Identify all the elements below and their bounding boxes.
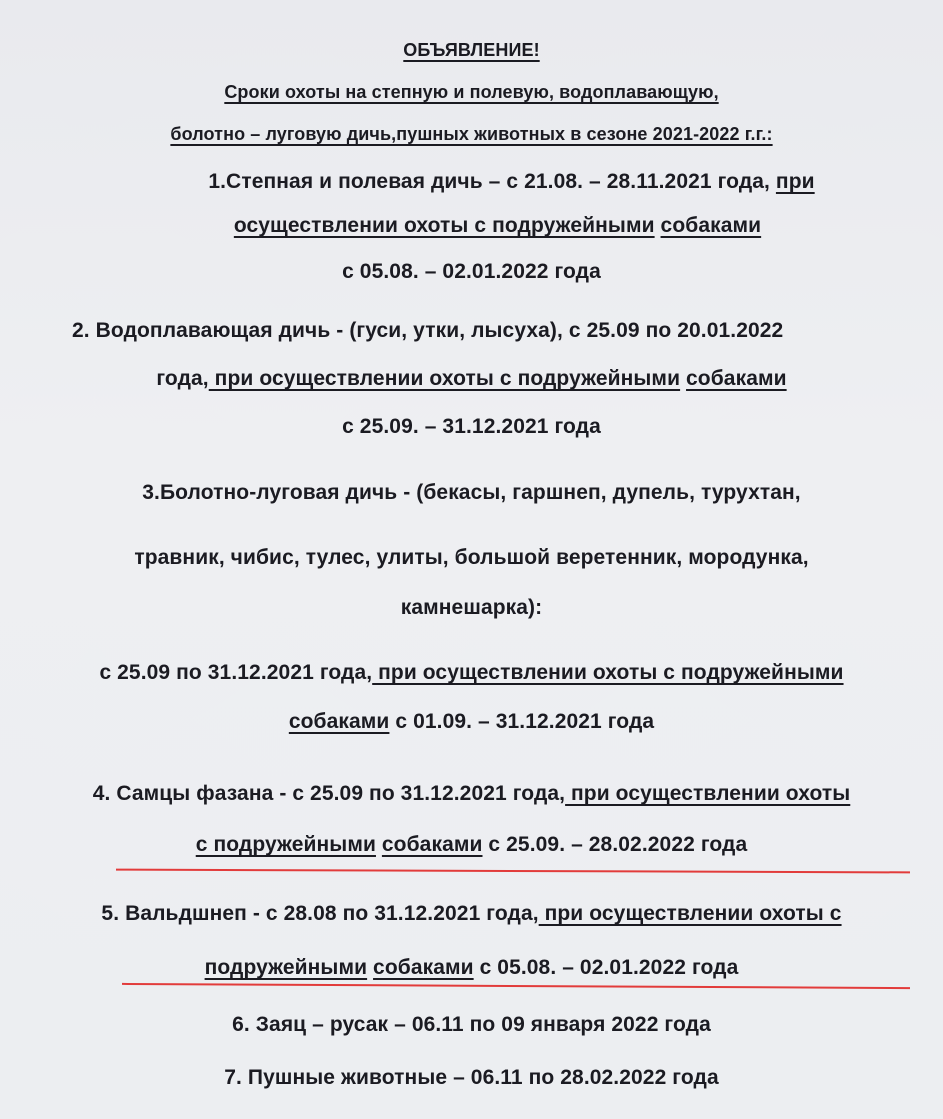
item6-line: [0, 1013, 943, 1037]
item5-line1: [0, 902, 943, 926]
announcement-heading: [0, 40, 943, 61]
item7-line: [0, 1066, 943, 1090]
item3-line5: [0, 710, 943, 734]
item5-underlined-a: подружейными: [204, 956, 368, 979]
item4-underlined-b: собаками: [381, 833, 483, 856]
item4-line1: [0, 782, 943, 806]
item4-text: 4. Самцы фазана - с 25.09 по 31.12.2021 года,: [92, 782, 566, 805]
item2-underlined-b: собаками: [686, 367, 787, 390]
item2-line2: [0, 367, 943, 391]
item1-line3: [0, 260, 943, 284]
item3-dogs-dates: с 01.09. – 31.12.2021 года: [389, 710, 655, 733]
item1-text: 1.Степная и полевая дичь – с 21.08. – 28.11.2021 года,: [208, 170, 776, 193]
item4-underlined-a: с подружейными: [195, 833, 376, 856]
item1-line2: [0, 214, 943, 238]
subtitle-text-2: болотно – луговую дичь,пушных животных в сезоне 2021-2022 г.г.:: [170, 124, 773, 144]
item3-underlined: при осуществлении охоты с подружейными: [372, 661, 844, 684]
item5-text: 5. Вальдшнеп - с 28.08 по 31.12.2021 года,: [101, 902, 539, 925]
item4-line2: [0, 833, 943, 857]
subtitle-line-1: [0, 82, 943, 103]
item2-underlined-a: при осуществлении охоты с подружейными: [208, 367, 681, 390]
item4-dogs-dates: с 25.09. – 28.02.2022 года: [482, 833, 748, 856]
item3-line4: [0, 661, 943, 685]
item3-text-2: травник, чибис, тулес, улиты, большой веретенник, мородунка,: [134, 546, 809, 569]
item1-line1: [0, 170, 943, 194]
item2-line1: [72, 319, 783, 343]
item2-dogs-dates: с 25.09. – 31.12.2021 года: [342, 415, 601, 438]
heading-text: ОБЪЯВЛЕНИЕ!: [403, 40, 540, 60]
item7-text: 7. Пушные животные – 06.11 по 28.02.2022 года: [224, 1066, 719, 1089]
red-underline-item4: [116, 869, 910, 874]
item3-line2: [0, 546, 943, 570]
item3-underlined-dogs: собаками: [288, 710, 390, 733]
subtitle-line-2: [0, 124, 943, 145]
item3-text-3: камнешарка):: [400, 596, 543, 619]
item4-underlined: при осуществлении охоты: [565, 782, 851, 805]
item3-text-4: с 25.09 по 31.12.2021 года,: [99, 661, 373, 684]
red-underline-item5: [122, 983, 910, 989]
subtitle-text-1: Сроки охоты на степную и полевую, водоплавающую,: [224, 82, 719, 102]
item2-text: 2. Водоплавающая дичь - (гуси, утки, лысуха), с 25.09 по 20.01.2022: [72, 319, 784, 342]
item1-dogs-dates: с 05.08. – 02.01.2022 года: [342, 260, 601, 283]
item5-line2: [0, 956, 943, 980]
item2-line3: [0, 415, 943, 439]
item5-dogs-dates: с 05.08. – 02.01.2022 года: [473, 956, 739, 979]
item1-underlined-a: осуществлении охоты с подружейными: [233, 214, 655, 237]
item1-underlined-b: собаками: [660, 214, 762, 237]
item1-underlined: при: [775, 170, 815, 193]
item5-underlined: при осуществлении охоты с: [538, 902, 842, 925]
item5-underlined-b: собаками: [373, 956, 474, 979]
item6-text: 6. Заяц – русак – 06.11 по 09 января 2022 года: [232, 1013, 711, 1036]
item3-text-1: 3.Болотно-луговая дичь - (бекасы, гаршнеп, дупель, турухтан,: [142, 481, 801, 504]
item3-line1: [0, 481, 943, 505]
item3-line3: [0, 596, 943, 620]
item2-prefix: года,: [156, 367, 209, 390]
